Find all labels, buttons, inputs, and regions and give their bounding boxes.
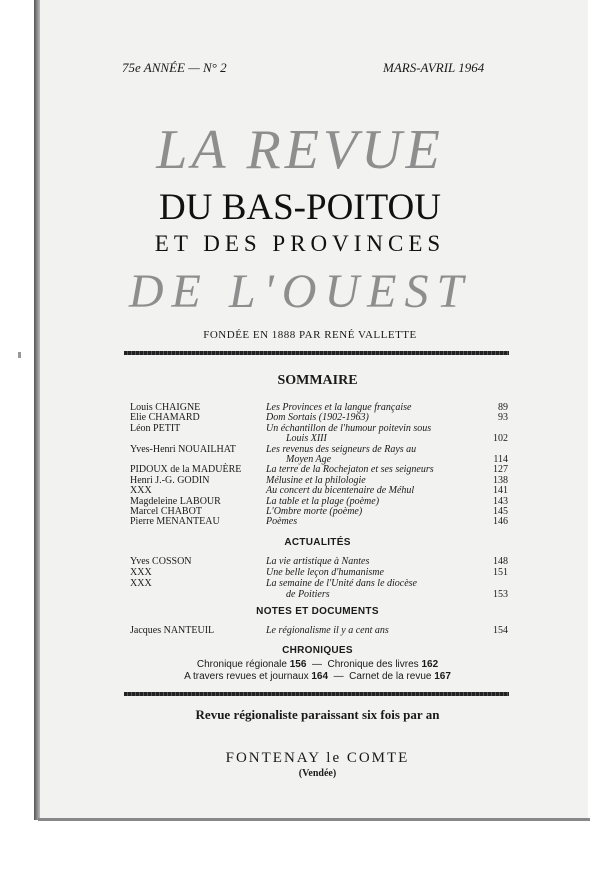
toc-title: Les Provinces et la langue française bbox=[266, 402, 412, 413]
toc-title: Une belle leçon d'humanisme bbox=[266, 567, 384, 578]
toc-author: XXX bbox=[130, 485, 152, 497]
toc-page-number: 102 bbox=[493, 433, 508, 445]
title-line-4: DE L'OUEST bbox=[128, 265, 472, 318]
issue-number: 75e ANNÉE — N° 2 bbox=[122, 60, 227, 75]
chroniques-heading: CHRONIQUES bbox=[282, 645, 353, 656]
page-bottom-edge bbox=[38, 818, 590, 821]
toc-title: Poèmes bbox=[266, 516, 298, 528]
toc-author: Yves COSSON bbox=[130, 556, 192, 567]
toc-title: Les revenus des seigneurs de Rays au bbox=[266, 443, 417, 455]
toc-page-number: 138 bbox=[493, 474, 508, 486]
travers-revues-page: 164 bbox=[311, 671, 329, 682]
toc-page-number: 114 bbox=[493, 454, 508, 465]
title-line-1: LA REVUE bbox=[156, 119, 444, 181]
toc-page-number: 93 bbox=[498, 412, 508, 424]
toc-page-number: 153 bbox=[493, 589, 508, 600]
toc-page-number: 89 bbox=[498, 402, 508, 413]
chroniques-line-2: A travers revues et journaux 164 — Carnet de la revue 167 bbox=[184, 671, 451, 682]
toc-title-continued: Moyen Age bbox=[286, 454, 332, 465]
toc-title: La table et la plage (poème) bbox=[266, 495, 380, 507]
toc-title: Dom Sortais (1902-1963) bbox=[266, 412, 369, 424]
chronique-livres-page: 162 bbox=[421, 659, 439, 670]
toc-title: Au concert du bicentenaire de Méhul bbox=[266, 485, 415, 497]
toc-title-continued: de Poitiers bbox=[286, 589, 330, 600]
publisher-city: FONTENAY le COMTE bbox=[225, 750, 410, 766]
toc-author: Jacques NANTEUIL bbox=[130, 625, 215, 636]
chroniques-line-1: Chronique régionale 156 — Chronique des livres 162 bbox=[196, 659, 439, 670]
toc-title: La semaine de l'Unité dans le diocèse bbox=[266, 578, 417, 589]
toc-author: Elie CHAMARD bbox=[130, 412, 200, 424]
founded-line: FONDÉE EN 1888 PAR RENÉ VALLETTE bbox=[203, 329, 417, 341]
toc-page-number: 146 bbox=[493, 516, 508, 528]
toc-author: Pierre MENANTEAU bbox=[130, 516, 220, 528]
toc-author: Marcel CHABOT bbox=[130, 506, 202, 517]
toc-author: Magdeleine LABOUR bbox=[130, 495, 221, 507]
scan-mark bbox=[18, 352, 21, 358]
toc-title: La terre de la Rochejaton et ses seigneurs bbox=[266, 464, 434, 476]
notes-heading: NOTES ET DOCUMENTS bbox=[256, 606, 379, 617]
carnet-revue: Carnet de la revue bbox=[349, 671, 432, 682]
actualites-heading: ACTUALITÉS bbox=[284, 537, 351, 548]
toc-title-continued: Louis XIII bbox=[286, 433, 327, 445]
chronique-livres: Chronique des livres bbox=[327, 659, 419, 670]
toc-page-number: 141 bbox=[493, 485, 508, 497]
toc-page-number: 151 bbox=[493, 567, 508, 578]
title-line-2: DU BAS-POITOU bbox=[159, 187, 441, 228]
chronique-regionale: Chronique régionale bbox=[196, 659, 287, 670]
toc-page-number: 127 bbox=[493, 464, 508, 476]
toc-author: Henri J.-G. GODIN bbox=[130, 474, 210, 486]
sommaire-heading: SOMMAIRE bbox=[277, 373, 358, 388]
toc-title: L'Ombre morte (poème) bbox=[266, 506, 363, 517]
toc-row bbox=[130, 625, 508, 637]
toc-author: Léon PETIT bbox=[130, 422, 181, 434]
divider-rule-top bbox=[124, 351, 509, 355]
toc-author: XXX bbox=[130, 578, 152, 589]
toc-author: XXX bbox=[130, 567, 152, 578]
toc-title: Le régionalisme il y a cent ans bbox=[266, 625, 389, 636]
toc-row bbox=[130, 516, 508, 528]
tagline: Revue régionaliste paraissant six fois par an bbox=[195, 707, 440, 722]
issue-date: MARS-AVRIL 1964 bbox=[383, 60, 485, 75]
chronique-regionale-page: 156 bbox=[289, 659, 307, 670]
toc-page-number: 143 bbox=[493, 495, 508, 507]
toc-title: Un échantillon de l'humour poitevin sous bbox=[266, 422, 432, 434]
toc-title: La vie artistique à Nantes bbox=[266, 556, 370, 567]
toc-author: Louis CHAIGNE bbox=[130, 402, 201, 413]
toc-author: PIDOUX de la MADUÈRE bbox=[130, 464, 242, 476]
toc-page-number: 148 bbox=[493, 556, 508, 567]
toc-author: Yves-Henri NOUAILHAT bbox=[130, 443, 236, 455]
title-line-3: ET DES PROVINCES bbox=[154, 231, 446, 256]
travers-revues: A travers revues et journaux bbox=[184, 671, 309, 682]
carnet-revue-page: 167 bbox=[434, 671, 451, 682]
toc-page-number: 145 bbox=[493, 506, 508, 517]
toc-row-continued bbox=[130, 589, 508, 601]
toc-page-number: 154 bbox=[493, 625, 508, 636]
divider-rule-bottom bbox=[124, 692, 509, 696]
publisher-department: (Vendée) bbox=[298, 768, 337, 779]
toc-title: Mélusine et la philologie bbox=[266, 474, 366, 486]
